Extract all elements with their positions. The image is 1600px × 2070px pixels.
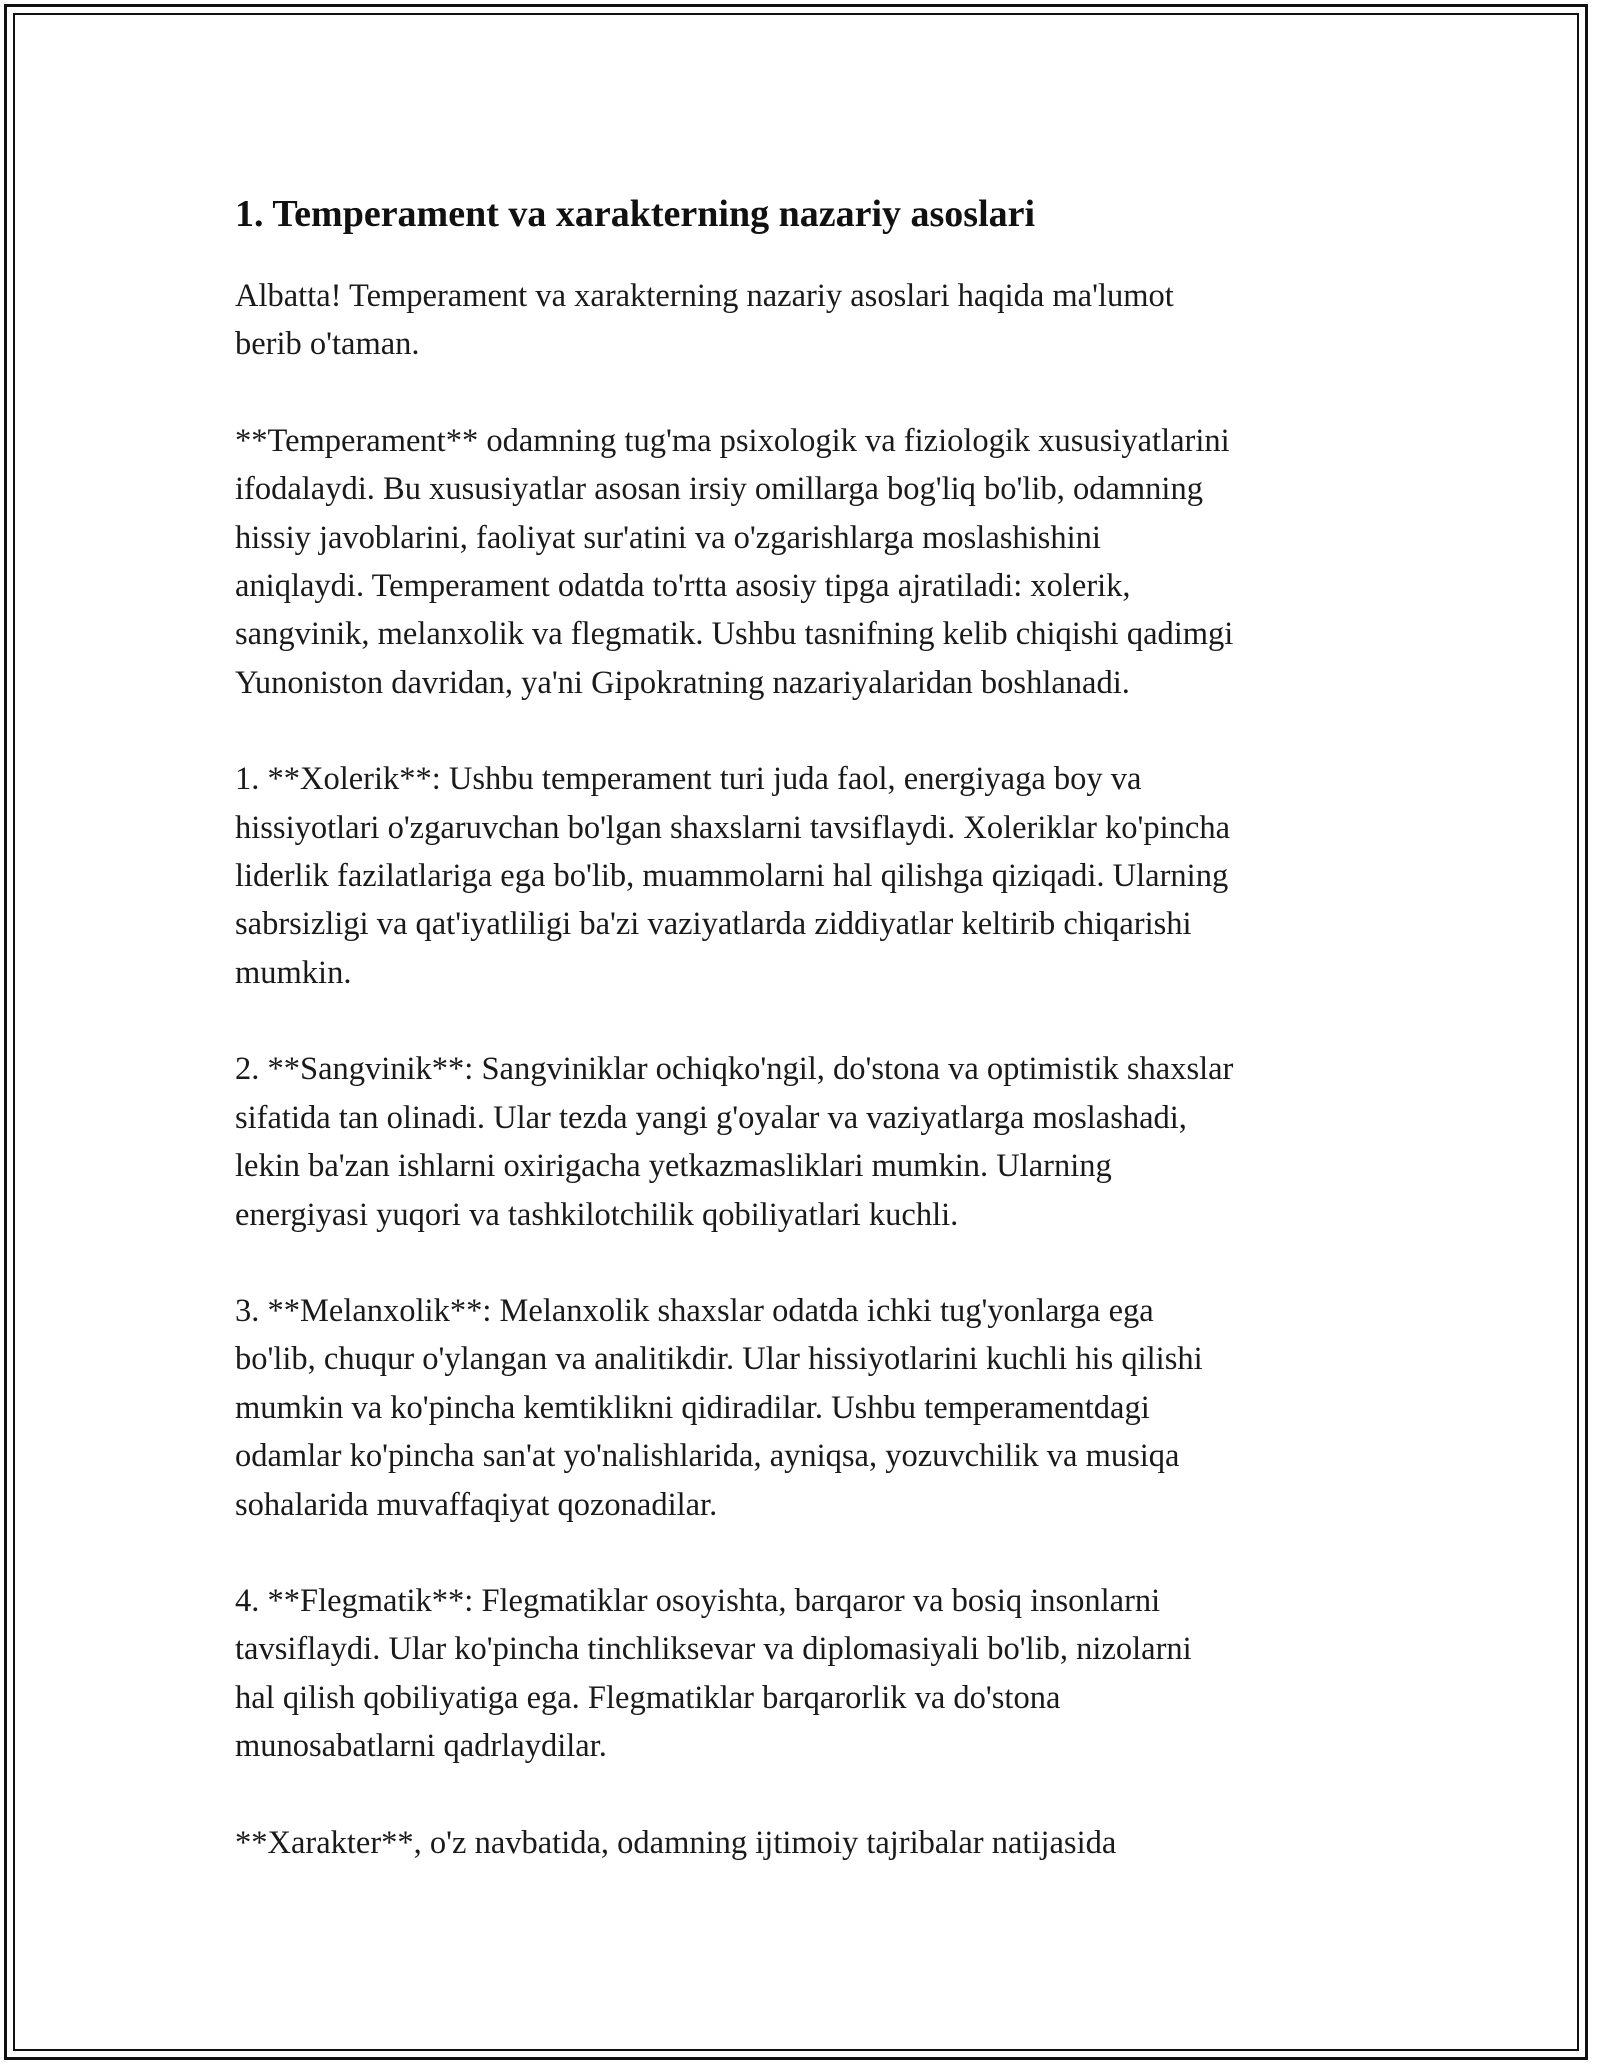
text-line: sangvinik, melanxolik va flegmatik. Ushbu tasnifning kelib chiqishi qadimgi (235, 616, 1234, 653)
document-body (235, 186, 1395, 1915)
text-line: berib o'taman. (235, 326, 420, 363)
text-line: energiyasi yuqori va tashkilotchilik qobiliyatlari kuchli. (235, 1196, 959, 1233)
text-line: **Xarakter**, o'z navbatida, odamning ijtimoiy tajribalar natijasida (235, 1824, 1117, 1861)
text-line: lekin ba'zan ishlarni oxirigacha yetkazmasliklari mumkin. Ularning (235, 1148, 1112, 1185)
text-line: Albatta! Temperament va xarakterning nazariy asoslari haqida ma'lumot (235, 278, 1174, 314)
text-line: 3. **Melanxolik**: Melanxolik shaxslar odatda ichki tug'yonlarga ega (235, 1292, 1154, 1329)
text-line: sohalarida muvaffaqiyat qozonadilar. (235, 1486, 718, 1523)
text-line: ifodalaydi. Bu xususiyatlar asosan irsiy omillarga bog'liq bo'lib, odamning (235, 471, 1203, 508)
text-line: bo'lib, chuqur o'ylangan va analitikdir. Ular hissiyotlarini kuchli his qilishi (235, 1341, 1203, 1378)
text-line: hissiyotlari o'zgaruvchan bo'lgan shaxslarni tavsiflaydi. Xoleriklar ko'pincha (235, 809, 1231, 846)
text-line: liderlik fazilatlariga ega bo'lib, muammolarni hal qilishga qiziqadi. Ularning (235, 858, 1229, 895)
paragraph (235, 1045, 1395, 1239)
text-line: hissiy javoblarini, faoliyat sur'atini va o'zgarishlarga moslashishini (235, 519, 1101, 556)
text-line: sabrsizligi va qat'iyatliligi ba'zi vaziyatlarda ziddiyatlar keltirib chiqarishi (235, 906, 1192, 943)
text-line: mumkin va ko'pincha kemtiklikni qidiradilar. Ushbu temperamentdagi (235, 1389, 1150, 1426)
paragraph (235, 1577, 1395, 1771)
paragraph (235, 417, 1395, 707)
text-line: sifatida tan olinadi. Ular tezda yangi g'oyalar va vaziyatlarga moslashadi, (235, 1099, 1187, 1136)
text-line: Yunoniston davridan, ya'ni Gipokratning nazariyalaridan boshlanadi. (235, 664, 1130, 701)
text-line: 1. **Xolerik**: Ushbu temperament turi juda faol, energiyaga boy va (235, 761, 1142, 798)
paragraph (235, 272, 1395, 369)
text-line: 2. **Sangvinik**: Sangviniklar ochiqko'ngil, do'stona va optimistik shaxslar (235, 1051, 1234, 1088)
paragraph (235, 755, 1395, 997)
text-line: **Temperament** odamning tug'ma psixologik va fiziologik xususiyatlarini (235, 422, 1230, 459)
text-line: munosabatlarni qadrlaydilar. (235, 1728, 607, 1765)
text-line: tavsiflaydi. Ular ko'pincha tinchliksevar va diplomasiyali bo'lib, nizolarni (235, 1631, 1192, 1668)
text-line: odamlar ko'pincha san'at yo'nalishlarida, ayniqsa, yozuvchilik va musiqa (235, 1438, 1180, 1475)
section-heading: 1. Temperament va xarakterning nazariy asoslari (235, 193, 1036, 235)
paragraph (235, 1819, 1395, 1867)
text-line: mumkin. (235, 954, 352, 991)
text-line: 4. **Flegmatik**: Flegmatiklar osoyishta, barqaror va bosiq insonlarni (235, 1582, 1161, 1619)
text-line: hal qilish qobiliyatiga ega. Flegmatiklar barqarorlik va do'stona (235, 1679, 1061, 1716)
paragraph (235, 1287, 1395, 1529)
paragraph-list (235, 272, 1395, 1867)
text-line: aniqlaydi. Temperament odatda to'rtta asosiy tipga ajratiladi: xolerik, (235, 568, 1131, 605)
